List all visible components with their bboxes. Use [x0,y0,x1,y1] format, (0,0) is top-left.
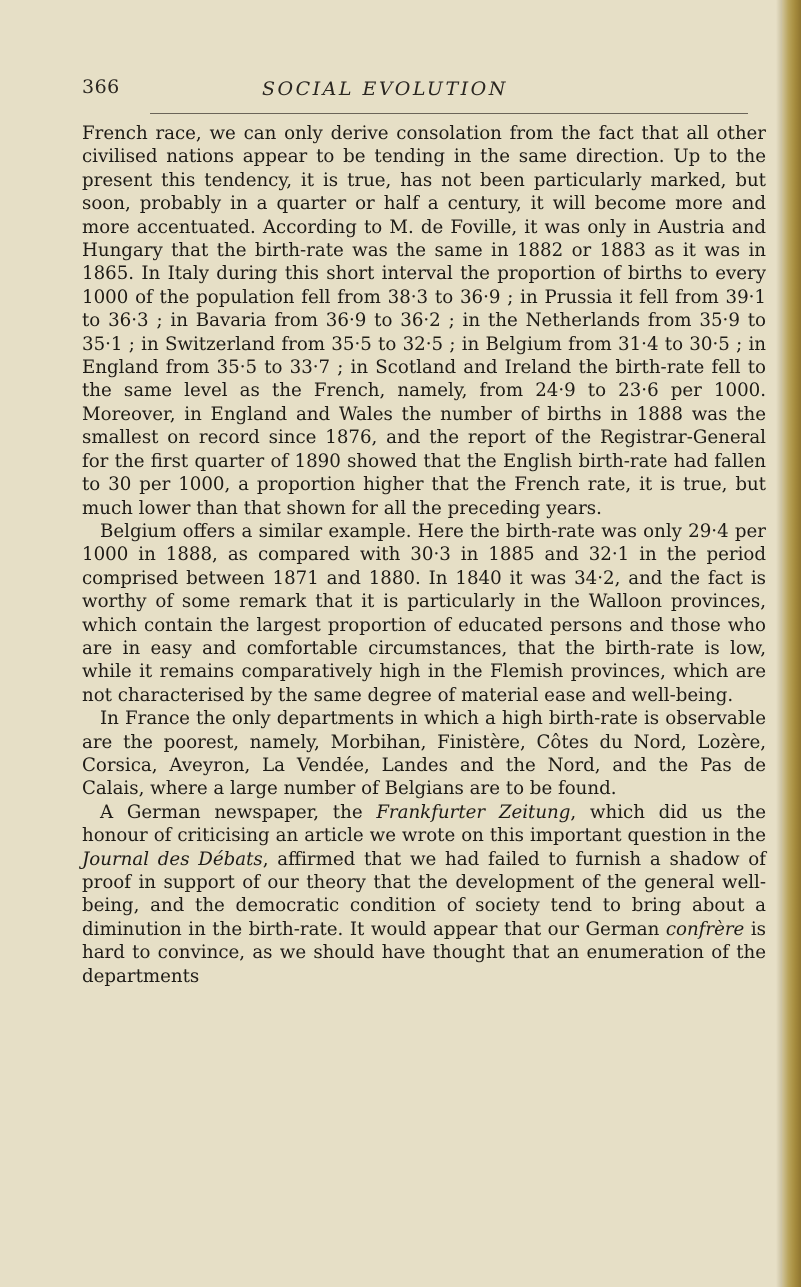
paragraph-4-text-c: , affirmed that we had failed to furnish a shadow of proof in support of our theory that the development of the general well-being, and the democratic condition of society tend to bring about a diminution in the birth-rate. It would appear that our German [82,848,766,940]
paragraph-2-text: Belgium offers a similar example. Here the birth-rate was only 29·4 per 1000 in 1888, as compared with 30·3 in 1885 and 32·1 in the period comprised between 1871 and 1880. In 1840 it was 34·2, and the fact is worthy of some remark that it is particularly in the Walloon provinces, which contain the largest proportion of educated persons and those who are in easy and comfortable circumstances, that the birth-rate is low, while it remains comparatively high in the Flemish provinces, which are not characterised by the same degree of material ease and well-being. [82,520,766,706]
header-rule [150,113,748,114]
paragraph-4 [82,801,766,988]
paragraph-4-text-a: A German newspaper, the [100,801,377,823]
page-edge [782,0,801,1287]
paragraph-2 [82,520,766,707]
running-head: SOCIAL EVOLUTION [262,78,508,100]
paragraph-1-text: French race, we can only derive consolation from the fact that all other civilised nations appear to be tending in the same direction. Up to the present this tendency, it is true, has not been particularly marked, but soon, probably in a quarter or half a century, it will become more and more accentuated. According to M. de Foville, it was only in Austria and Hungary that the birth-rate was the same in 1882 or 1883 as it was in 1865. In Italy during this short interval the proportion of births to every 1000 of the population fell from 38·3 to 36·9 ; in Prussia it fell from 39·1 to 36·3 ; in Bavaria from 36·9 to 36·2 ; in the Netherlands from 35·9 to 35·1 ; in Switzerland from 35·5 to 32·5 ; in Belgium from 31·4 to 30·5 ; in England from 35·5 to 33·7 ; in Scotland and Ireland the birth-rate fell to the same level as the French, namely, from 24·9 to 23·6 per 1000. Moreover, in England and Wales the number of births in 1888 was the smallest on record since 1876, and the report of the Registrar-General for the first quarter of 1890 showed that the English birth-rate had fallen to 30 per 1000, a proportion higher that the French rate, it is true, but much lower than that shown for all the preceding years. [82,123,766,519]
body-text [82,122,766,988]
page-number: 366 [82,76,120,98]
paragraph-3 [82,707,766,801]
paragraph-4-text-d: is hard to convince, as we should have thought that an enumeration of the departments [82,918,766,987]
page-header [82,76,724,110]
paragraph-3-text: In France the only departments in which a high birth-rate is observable are the poorest, namely, Morbihan, Finistère, Côtes du Nord, Lozère, Corsica, Aveyron, La Vendée, Landes and the Nord, and the Pas de Calais, where a large number of Belgians are to be found. [82,708,766,800]
confrere-word: confrère [665,918,745,940]
journal-title: Journal des Débats [82,848,263,870]
paragraph-1 [82,122,766,520]
newspaper-title: Frankfurter Zeitung [376,801,571,823]
paragraph-4-text-b: , which did us the honour of criticising an article we wrote on this important question in the [82,801,766,847]
